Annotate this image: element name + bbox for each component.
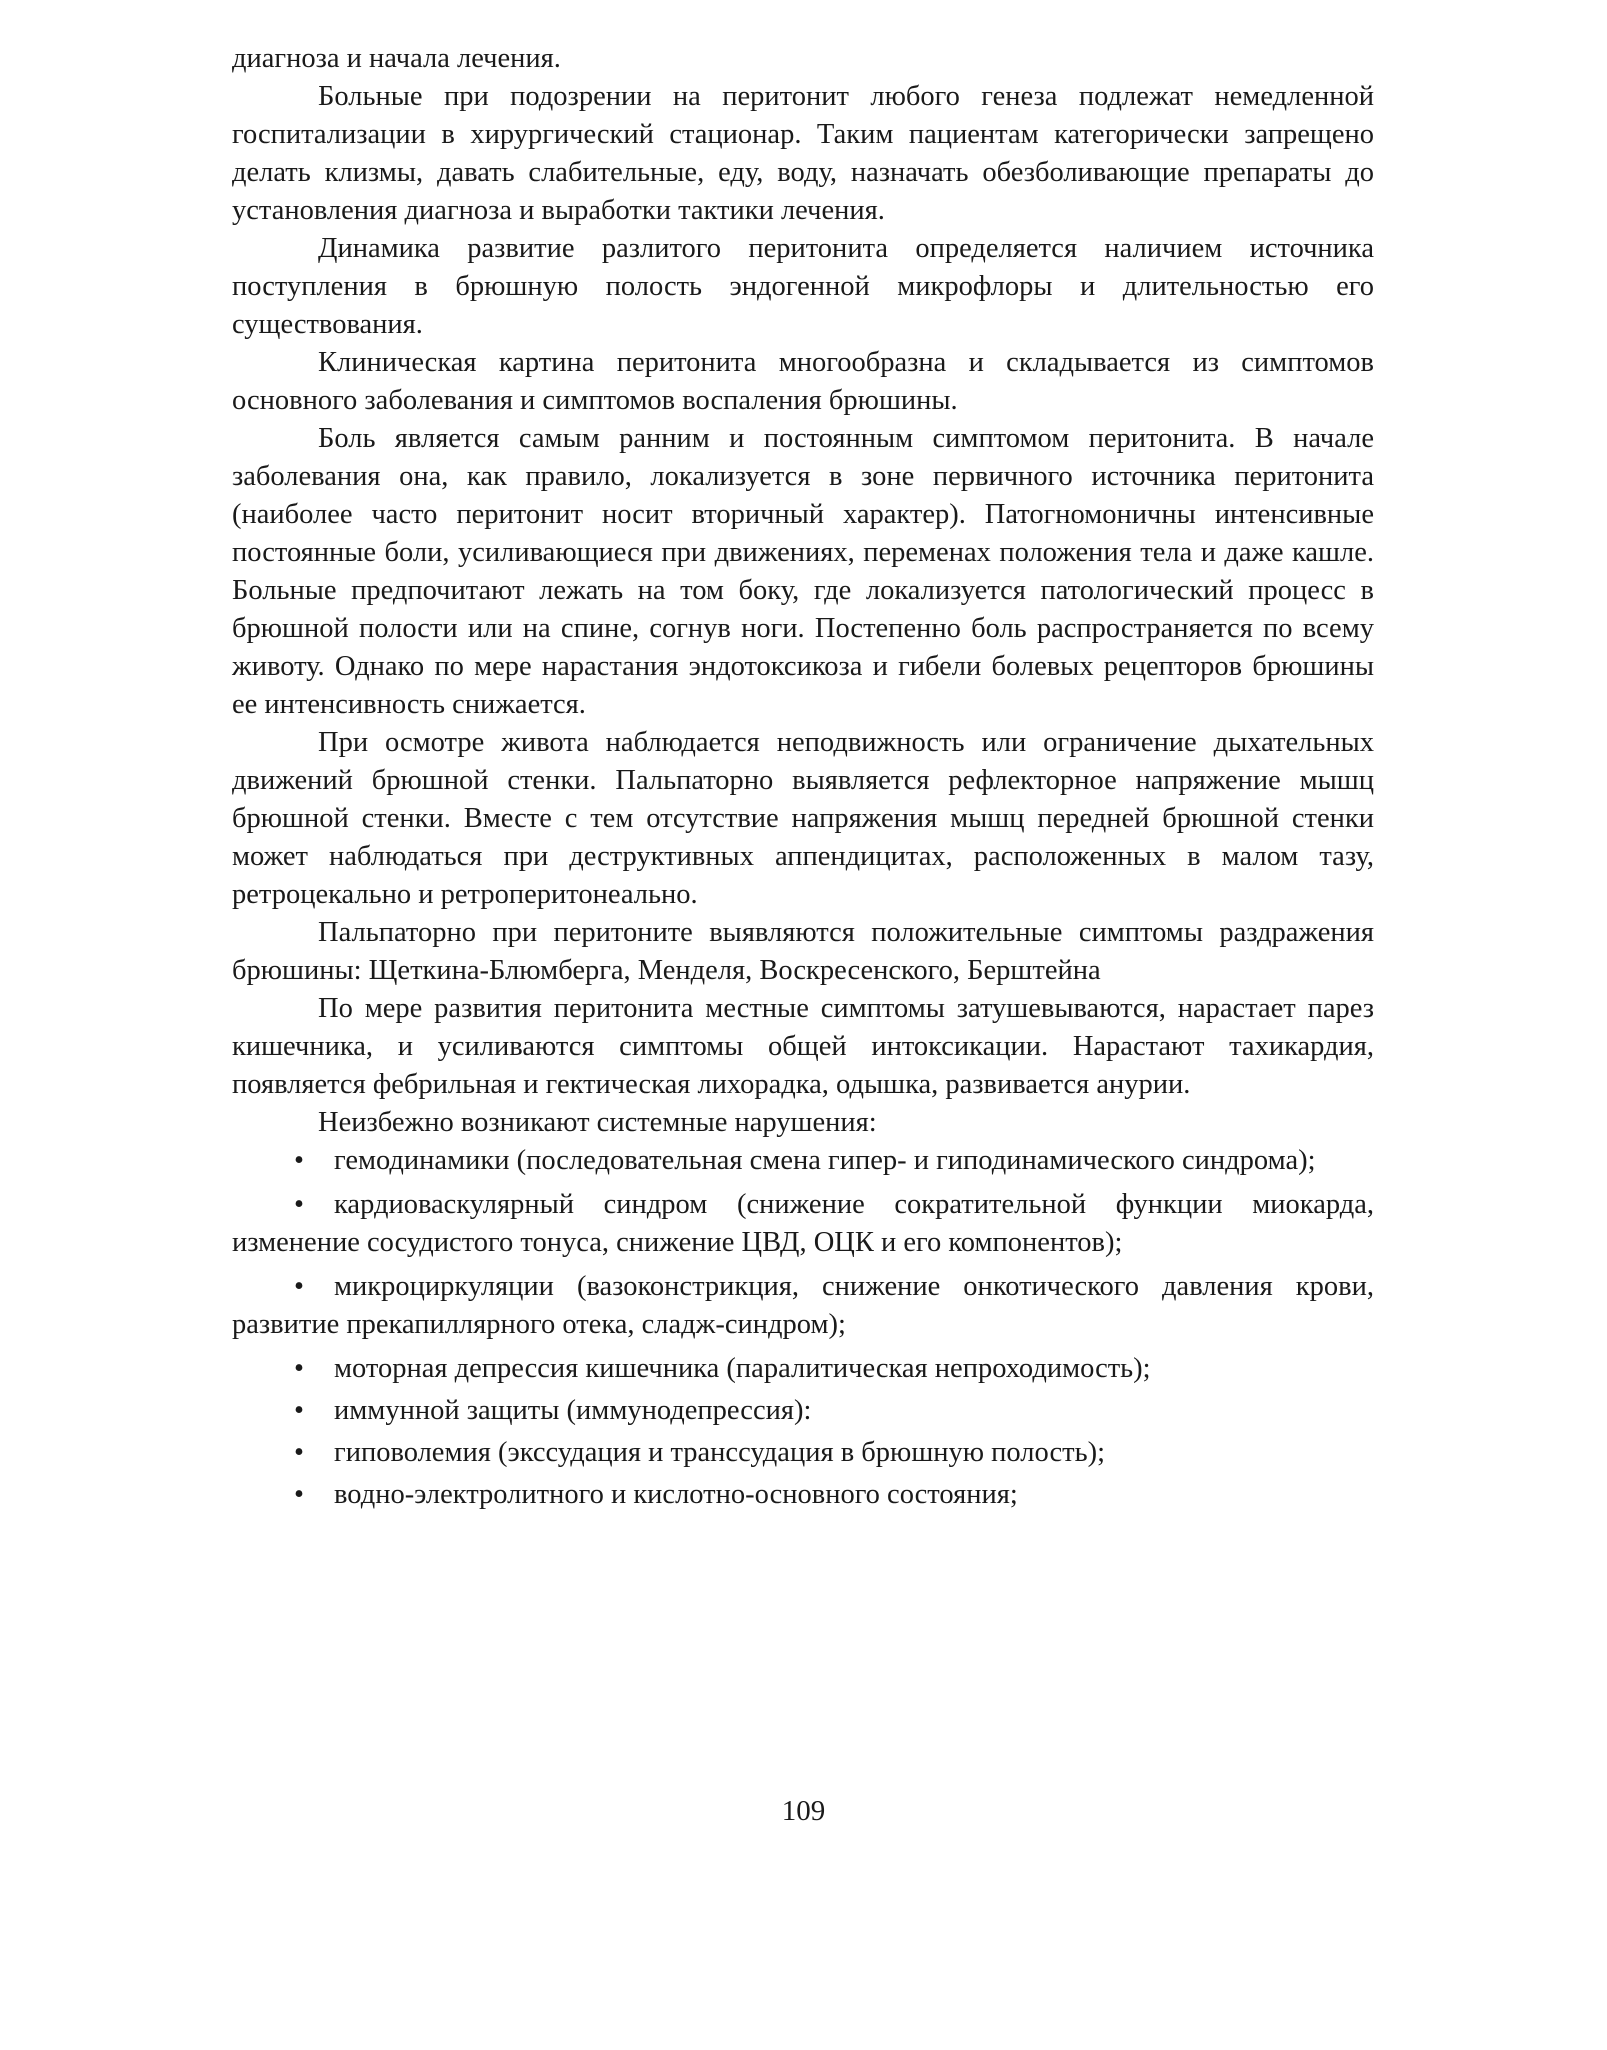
list-item-text: водно-электролитного и кислотно-основного состояния;: [334, 1479, 1018, 1510]
bullet-icon: •: [294, 1437, 304, 1468]
list-item: [232, 1142, 1374, 1180]
paragraph-palpation: Пальпаторно при перитоните выявляются положительные симптомы раздражения брюшины: Щеткина-Блюмберга, Менделя, Воскресенского, Берштейна: [232, 917, 1374, 986]
paragraph-pain: Боль является самым ранним и постоянным симптомом перитонита. В начале заболевания она, как правило, локализуется в зоне первичного источника перитонита (наиболее часто перитонит носит вторичный характер). Патогномоничны интенсивные постоянные боли, усиливающиеся при движениях, переменах положения тела и даже кашле. Больные предпочитают лежать на том боку, где локализуется патологический процесс в брюшной полости или на спине, согнув ноги. Постепенно боль распространяется по всему животу. Однако по мере нарастания эндотоксикоза и гибели болевых рецепторов брюшины ее интенсивность снижается.: [232, 423, 1374, 720]
paragraph-clinical-picture: Клиническая картина перитонита многообразна и складывается из симптомов основного заболевания и симптомов воспаления брюшины.: [232, 347, 1374, 416]
systemic-disorders-list: [232, 1142, 1374, 1514]
list-item-text: моторная депрессия кишечника (паралитическая непроходимость);: [334, 1353, 1151, 1384]
paragraph-dynamics: Динамика развитие разлитого перитонита определяется наличием источника поступления в брюшную полость эндогенной микрофлоры и длительностью его существования.: [232, 233, 1374, 340]
paragraph-progression: По мере развития перитонита местные симптомы затушевываются, нарастает парез кишечника, и усиливаются симптомы общей интоксикации. Нарастают тахикардия, появляется фебрильная и гектическая лихорадка, одышка, развивается анурии.: [232, 993, 1374, 1100]
paragraph-continuation: диагноза и начала лечения.: [232, 43, 561, 74]
list-item-text: микроциркуляции (вазоконстрикция, снижение онкотического давления крови, развитие прекапиллярного отека, сладж-синдром);: [232, 1271, 1374, 1340]
list-item: [232, 1434, 1374, 1472]
bullet-icon: •: [294, 1395, 304, 1426]
bullet-icon: •: [294, 1145, 304, 1176]
list-item: [232, 1350, 1374, 1388]
page-number: 109: [781, 1795, 826, 1827]
list-item-text: иммунной защиты (иммунодепрессия):: [334, 1395, 812, 1426]
bullet-icon: •: [294, 1479, 304, 1510]
list-item-text: гемодинамики (последовательная смена гипер- и гиподинамического синдрома);: [334, 1145, 1316, 1176]
paragraph-hospitalization: Больные при подозрении на перитонит любого генеза подлежат немедленной госпитализации в хирургический стационар. Таким пациентам категорически запрещено делать клизмы, давать слабительные, еду, воду, назначать обезболивающие препараты до установления диагноза и выработки тактики лечения.: [232, 81, 1374, 226]
list-item: [232, 1392, 1374, 1430]
list-item-text: кардиоваскулярный синдром (снижение сократительной функции миокарда, изменение сосудистого тонуса, снижение ЦВД, ОЦК и его компонентов);: [232, 1189, 1374, 1258]
list-item: [232, 1268, 1374, 1344]
list-item-text: гиповолемия (экссудация и транссудация в брюшную полость);: [334, 1437, 1106, 1468]
bullet-icon: •: [294, 1271, 304, 1302]
paragraph-examination: При осмотре живота наблюдается неподвижность или ограничение дыхательных движений брюшной стенки. Пальпаторно выявляется рефлекторное напряжение мышц брюшной стенки. Вместе с тем отсутствие напряжения мышц передней брюшной стенки может наблюдаться при деструктивных аппендицитах, расположенных в малом тазу, ретроцекально и ретроперитонеально.: [232, 727, 1374, 910]
page-body: [232, 40, 1374, 1518]
paragraph-systemic-intro: Неизбежно возникают системные нарушения:: [318, 1107, 877, 1138]
list-item: [232, 1476, 1374, 1514]
list-item: [232, 1186, 1374, 1262]
bullet-icon: •: [294, 1353, 304, 1384]
bullet-icon: •: [294, 1189, 304, 1220]
